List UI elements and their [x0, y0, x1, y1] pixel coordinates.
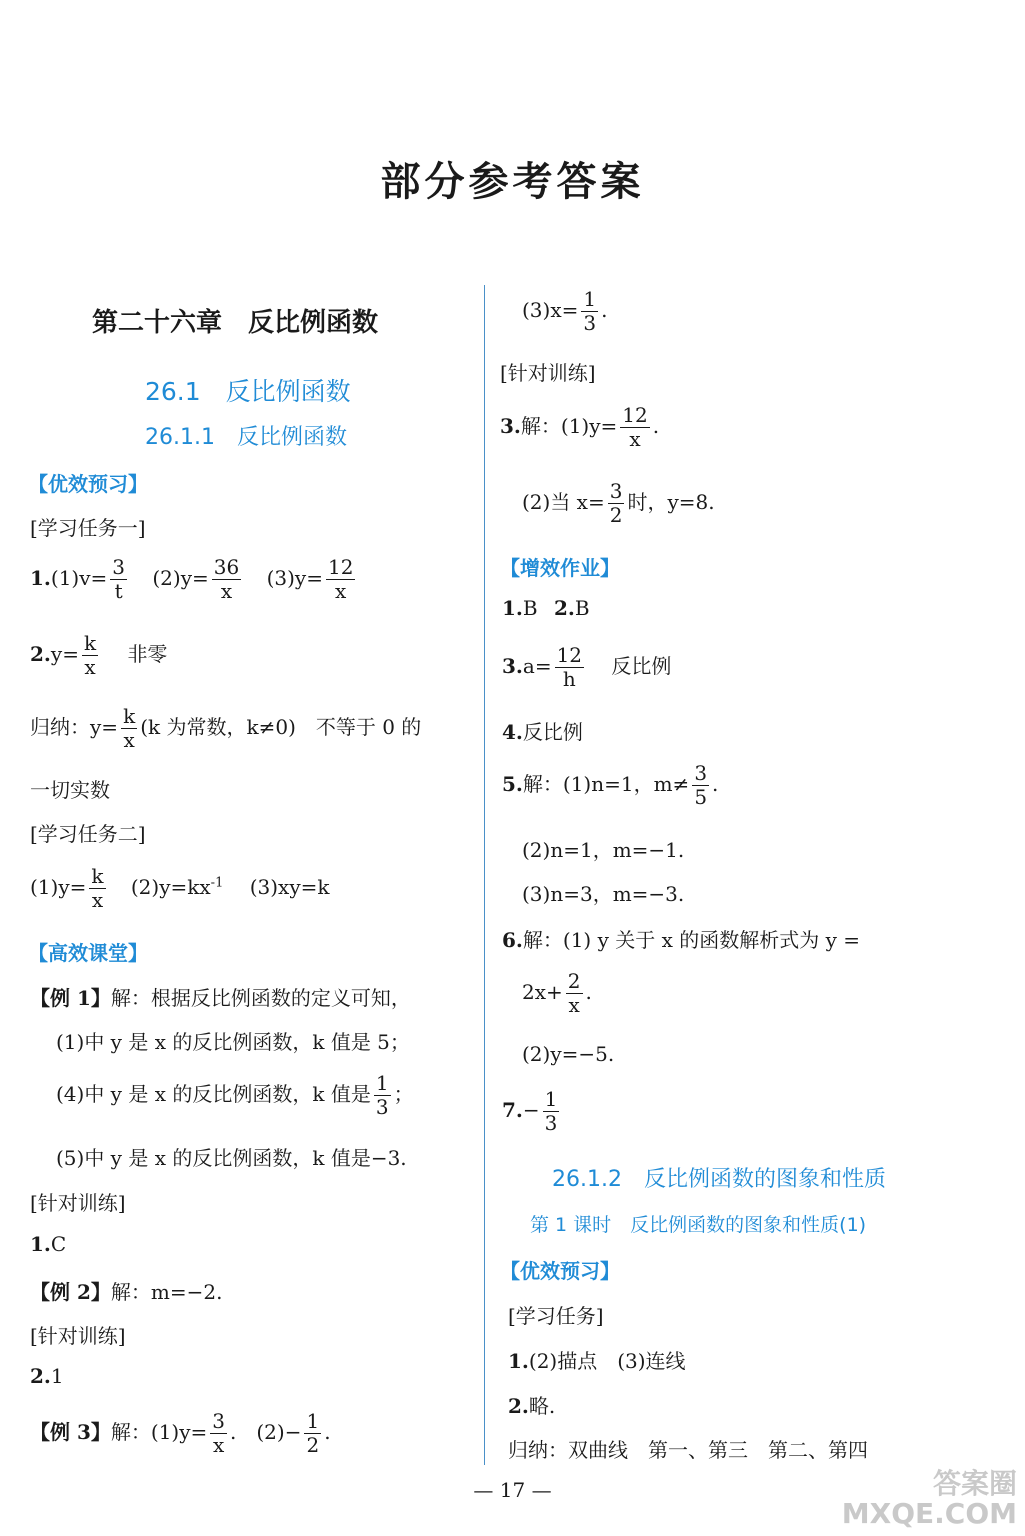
answer-2 [30, 632, 167, 679]
fraction: $\frac{3}{t}$ [112, 555, 126, 603]
fraction: $\frac{k}{x}$ [123, 704, 136, 752]
example-tag: 【例 2】 [30, 1280, 111, 1304]
homework-answer-5-part-2: (2)n=1，m=−1. [522, 838, 685, 862]
lesson-heading: 第 1 课时 反比例函数的图象和性质(1) [530, 1214, 867, 1236]
fraction: $\frac{1}{3}$ [583, 287, 597, 335]
homework-answer-5: 5.解：(1)n=1，m≠ $\frac{3}{5}$ . [502, 761, 719, 809]
fraction: $\frac{12}{h}$ [556, 643, 583, 691]
fraction: $\frac{1}{3}$ [544, 1087, 558, 1135]
chapter-heading: 第二十六章 反比例函数 [92, 308, 379, 338]
fraction: $\frac{3}{x}$ [212, 1409, 226, 1457]
practice-label-2: [针对训练] [30, 1324, 126, 1348]
example-1-line-3: (5)中 y 是 x 的反比例函数，k 值是−3. [56, 1146, 407, 1170]
answer-1 [30, 556, 358, 603]
fraction: $\frac{k}{x}$ [83, 631, 97, 679]
homework-answer-6-cont: 2x+ $\frac{2}{x}$ . [522, 969, 592, 1017]
answer-text: (3)y= [266, 566, 323, 590]
example-tag: 【例 1】 [30, 986, 111, 1010]
homework-answer-3: 3.a= $\frac{12}{h}$ 反比例 [502, 643, 672, 691]
answer-text: 非零 [127, 642, 168, 666]
answer-text: (2)y= [152, 566, 209, 590]
answer-3-part-2: (2)当 x= $\frac{3}{2}$ 时，y=8. [522, 479, 715, 527]
page-title: 部分参考答案 [380, 159, 645, 205]
practice-label-1: [针对训练] [30, 1191, 126, 1215]
example-2: 【例 2】解：m=−2. [30, 1280, 223, 1304]
fraction: $\frac{12}{x}$ [622, 403, 648, 451]
tag-preview: 【优效预习】 [28, 472, 148, 496]
fraction: $\frac{3}{5}$ [694, 761, 708, 809]
answer-number: 1. [30, 566, 51, 590]
fraction: $\frac{3}{2}$ [609, 479, 623, 527]
homework-answer-7: 7.− $\frac{1}{3}$ [502, 1087, 558, 1135]
practice-label-3: [针对训练] [500, 361, 596, 385]
task-answer-1: 1.(2)描点 (3)连线 [508, 1349, 686, 1373]
page-number: — 17 — [473, 1478, 552, 1502]
fraction: $\frac{k}{x}$ [91, 864, 104, 912]
summary-1-continued: 一切实数 [30, 778, 110, 802]
homework-answers-1-2: 1.B 2.B [502, 596, 590, 620]
answer-text: y= [50, 642, 79, 666]
tag-classroom: 【高效课堂】 [28, 941, 148, 965]
fraction: $\frac{36}{x}$ [213, 555, 240, 603]
task-label: [学习任务] [508, 1304, 604, 1328]
tag-preview-2: 【优效预习】 [500, 1259, 620, 1283]
summary-1: 归纳：y= $\frac{k}{x}$ (k 为常数，k≠0) 不等于 0 的 [30, 704, 422, 752]
fraction: $\frac{2}{x}$ [567, 969, 581, 1017]
homework-answer-4: 4.反比例 [502, 720, 583, 744]
column-divider [484, 285, 485, 1465]
answer-number: 2. [30, 642, 51, 666]
watermark-logo: 答案圈 MXQE.COM [841, 1467, 1017, 1530]
example-1-line-1: (1)中 y 是 x 的反比例函数，k 值是 5； [56, 1030, 410, 1054]
fraction: $\frac{1}{2}$ [306, 1409, 320, 1457]
fraction: $\frac{1}{3}$ [375, 1071, 389, 1119]
tag-homework: 【增效作业】 [500, 556, 620, 580]
task-two-answers: (1)y= $\frac{k}{x}$ $(2)y=kx^{-1}$ (3)xy=k [30, 864, 330, 912]
homework-answer-5-part-3: (3)n=3，m=−3. [522, 882, 685, 906]
practice-answer-2: 2.1 [30, 1364, 64, 1388]
task-one-label: [学习任务一] [30, 516, 146, 540]
fraction: $\frac{12}{x}$ [327, 555, 354, 603]
example-3: 【例 3】解：(1)y= $\frac{3}{x}$ . (2)− $\frac{1}{2}$ . [30, 1409, 331, 1457]
section-heading-26-1-2: 26.1.2 反比例函数的图象和性质 [552, 1167, 886, 1192]
example-1: 【例 1】解：根据反比例函数的定义可知， [30, 986, 411, 1010]
summary-2: 归纳：双曲线 第一、第三 第二、第四 [508, 1438, 868, 1462]
homework-answer-6: 6.解：(1) y 关于 x 的函数解析式为 y = [502, 928, 860, 952]
homework-answer-6-part-2: (2)y=−5. [522, 1042, 615, 1066]
answer-text: (1)v= [50, 566, 108, 590]
task-answer-2: 2.略. [508, 1394, 556, 1418]
example-tag: 【例 3】 [30, 1420, 111, 1444]
answer-3: 3.解：(1)y= $\frac{12}{x}$ . [500, 403, 660, 451]
example-1-line-2: (4)中 y 是 x 的反比例函数，k 值是 $\frac{1}{3}$ ； [56, 1071, 414, 1119]
answer-3-part-3: (3)x= $\frac{1}{3}$ . [522, 287, 608, 335]
task-two-label: [学习任务二] [30, 822, 146, 846]
section-heading-26-1: 26.1 反比例函数 [145, 377, 351, 406]
section-heading-26-1-1: 26.1.1 反比例函数 [145, 425, 347, 450]
practice-answer-1: 1.C [30, 1232, 67, 1256]
